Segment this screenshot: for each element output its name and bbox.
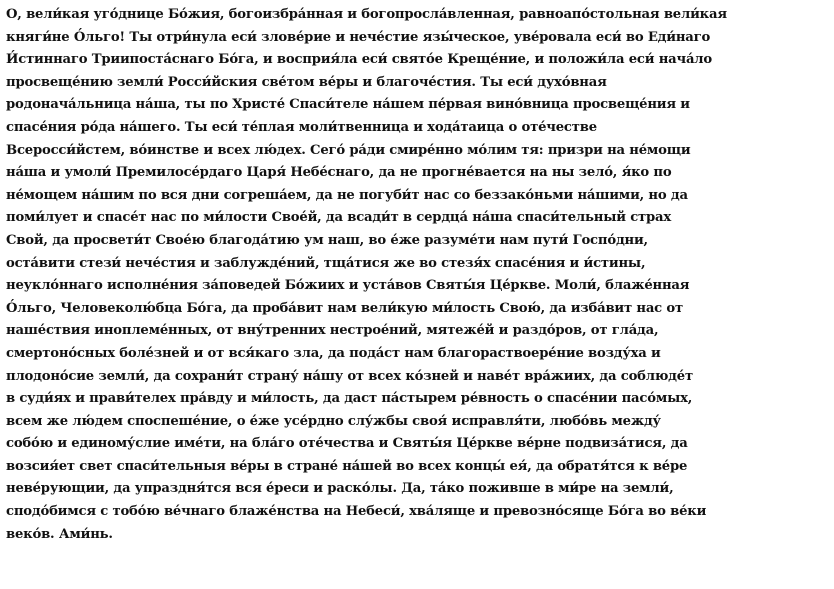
prayer-line: возсия́ет свет спаси́тельныя ве́ры в стране́ на́шей во всех концы́ ея́, да обратя́тся к ве́ре <box>6 458 688 474</box>
prayer-line: Свой, да просвети́т Свое́ю благода́тию ум наш, во е́же разуме́ти нам пути́ Госпо́дни, <box>6 232 648 248</box>
prayer-line: сподо́бимся с тобо́ю ве́чнаго блаже́нства на Небеси́, хва́ляще и превозно́сяще Бо́га во ве́ки <box>6 504 707 520</box>
prayer-line: всем же лю́дем споспеше́ние, о е́же усе́рдно слу́жбы своя́ исправля́ти, любо́вь между́ <box>6 413 661 429</box>
prayer-line: не́мощем на́шим по вся дни согреша́ем, да не погуби́т нас со беззако́ньми на́шими, но да <box>6 187 688 203</box>
prayer-line: наше́ствия иноплеме́нных, от вну́тренних нестрое́ний, мятеже́й и раздо́ров, от гла́да, <box>6 323 659 339</box>
prayer-line: просвеще́нию земли́ Росси́йския све́том ве́ры и благоче́стия. Ты еси́ духо́вная <box>6 74 607 90</box>
prayer-line: на́ша и умоли́ Премилосе́рдаго Царя́ Небе́снаго, да не прогне́вается на ны зело́, я́ко по <box>6 165 672 181</box>
prayer-line: веко́в. Ами́нь. <box>6 526 113 542</box>
prayer-text <box>6 4 830 546</box>
prayer-line: плодоно́сие земли́, да сохрани́т страну́ на́шу от всех ко́зней и наве́т вра́жиих, да соблюде́т <box>6 368 693 384</box>
prayer-line: смертоно́сных боле́зней и от вся́каго зла, да пода́ст нам благораствоере́ние возду́ха и <box>6 345 661 361</box>
prayer-line: оста́вити стези́ нече́стия и заблужде́ний, тща́тися же во стезя́х спасе́ния и и́стины, <box>6 255 646 271</box>
prayer-line: в суди́ях и прави́телех пра́вду и ми́лость, да даст па́стырем ре́вность о спасе́нии пасо́мых, <box>6 391 693 407</box>
prayer-line: неукло́ннаго исполне́ния за́поведей Бо́жиих и уста́вов Святы́я Це́ркве. Моли́, блаже́нная <box>6 278 690 294</box>
prayer-line: О, вели́кая уго́днице Бо́жия, богоизбра́нная и богопросла́вленная, равноапо́стольная вели́кая <box>6 7 727 22</box>
prayer-line: О́льго, Человеколю́бца Бо́га, да проба́вит нам вели́кую ми́лость Свою́, да изба́вит нас от <box>6 300 683 316</box>
prayer-line: И́стиннаго Триипоста́снаго Бо́га, и восприя́ла еси́ свято́е Креще́ние, и положи́ла еси́ нача́ло <box>6 52 712 68</box>
prayer-line: поми́лует и спасе́т нас по ми́лости Свое́й, да всади́т в сердца́ на́ша спаси́тельный страх <box>6 210 672 226</box>
prayer-line: собо́ю и единому́слие име́ти, на бла́го оте́чества и Святы́я Це́ркве ве́рне подвиза́тися, да <box>6 436 688 452</box>
prayer-line: княги́не О́льго! Ты отри́нула еси́ злове́рие и нече́стие язы́ческое, уве́ровала еси́ во Еди́наго <box>6 29 711 45</box>
prayer-line: спасе́ния ро́да на́шего. Ты еси́ те́плая моли́твенница и хода́таица о оте́честве <box>6 119 597 135</box>
prayer-line: родонача́льница на́ша, ты по Христе́ Спаси́теле на́шем пе́рвая вино́вница просвеще́ния и <box>6 97 690 113</box>
prayer-line: Всеросси́йстем, во́инстве и всех лю́дех. Сего́ ра́ди смире́нно мо́лим тя: призри на не́мощи <box>6 142 691 158</box>
prayer-line: неве́рующии, да упраздня́тся вся е́реси и раско́лы. Да, та́ко поживше в ми́ре на земли́, <box>6 481 674 497</box>
